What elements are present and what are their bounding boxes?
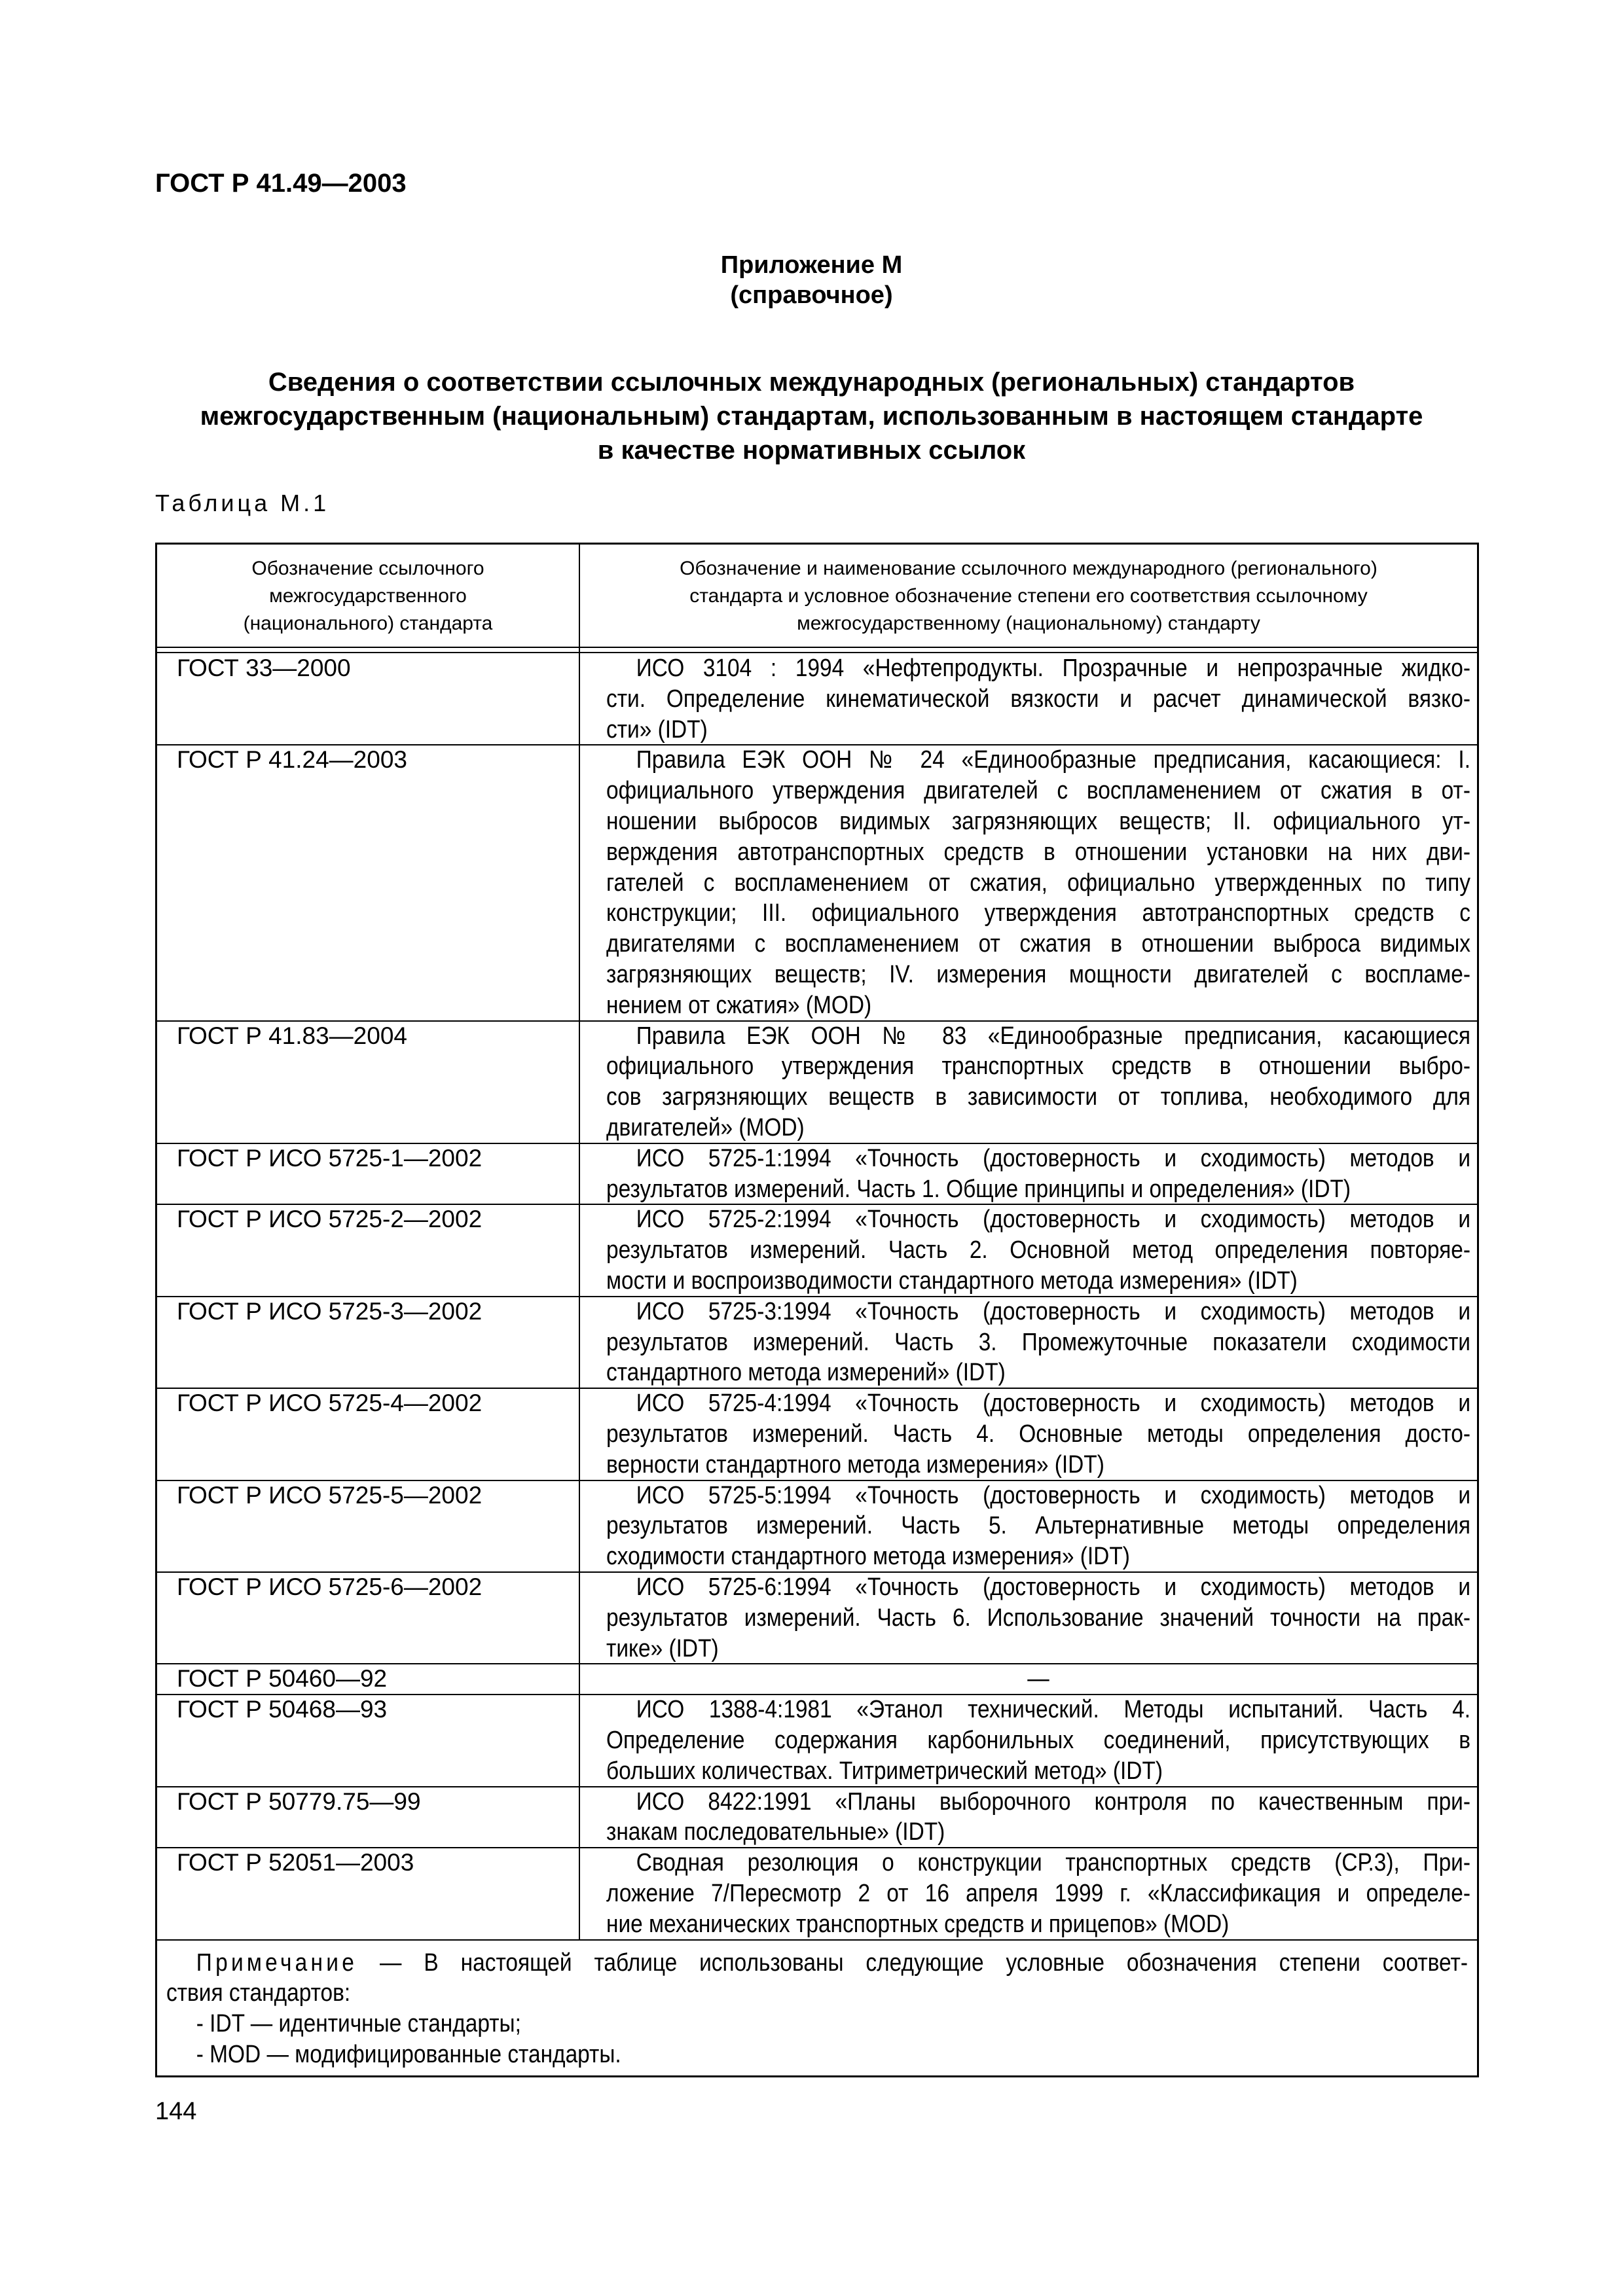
table-row bbox=[157, 1143, 1477, 1205]
cell-line: Определение содержания карбонильных соединений, присутствующих в bbox=[606, 1726, 1470, 1754]
cell-line: ИСО 5725-1:1994 «Точность (достоверность и сходимость) методов и bbox=[636, 1144, 1470, 1172]
table-row bbox=[157, 745, 1477, 1020]
national-standard-cell: ГОСТ Р ИСО 5725-5—2002 bbox=[177, 1481, 483, 1509]
international-standard-cell bbox=[606, 1787, 1470, 1848]
cell-line: ИСО 5725-2:1994 «Точность (достоверность и сходимость) методов и bbox=[636, 1206, 1470, 1234]
national-standard-cell: ГОСТ Р ИСО 5725-6—2002 bbox=[177, 1573, 483, 1600]
cell-line: ИСО 8422:1991 «Планы выборочного контроля по качественным при- bbox=[636, 1787, 1470, 1816]
cell-line: Сводная резолюция о конструкции транспортных средств (СР.3), При- bbox=[636, 1849, 1470, 1877]
note-line: - MOD — модифицированные стандарты. bbox=[196, 2040, 621, 2068]
cell-line: верности стандартного метода измерения» (IDT) bbox=[606, 1450, 1104, 1479]
column-header-national-standard bbox=[157, 545, 579, 648]
standards-table bbox=[155, 543, 1479, 2077]
international-standard-cell bbox=[606, 1572, 1470, 1664]
note-label: Примечание bbox=[196, 1948, 358, 1977]
national-standard-cell: ГОСТ Р 50460—92 bbox=[177, 1665, 388, 1693]
table-row bbox=[157, 1204, 1477, 1296]
cell-line: — bbox=[1027, 1665, 1049, 1693]
international-standard-cell bbox=[606, 1695, 1470, 1786]
cell-line: Правила ЕЭК ООН № 83 «Единообразные предписания, касающиеся bbox=[636, 1022, 1470, 1050]
national-standard-cell: ГОСТ Р ИСО 5725-3—2002 bbox=[177, 1297, 483, 1325]
cell-line: результатов измерений. Часть 3. Промежуточные показатели сходимости bbox=[606, 1328, 1470, 1356]
table-row bbox=[157, 1664, 1477, 1695]
cell-line: результатов измерений. Часть 5. Альтернативные методы определения bbox=[606, 1512, 1470, 1540]
cell-line: сти» (IDT) bbox=[606, 715, 708, 744]
cell-line: ИСО 5725-5:1994 «Точность (достоверность и сходимость) методов и bbox=[636, 1481, 1470, 1509]
international-standard-cell bbox=[606, 1021, 1470, 1143]
header-line: межгосударственному (национальному) стандарту bbox=[797, 613, 1260, 634]
header-line: стандарта и условное обозначение степени его соответствия ссылочному bbox=[689, 585, 1368, 607]
table-row bbox=[157, 1848, 1477, 1939]
table-row bbox=[157, 1787, 1477, 1848]
note-text: — В настоящей таблице использованы следующие условные обозначения степени соответ- bbox=[357, 1948, 1468, 1977]
table-row bbox=[157, 1388, 1477, 1480]
cell-line: сходимости стандартного метода измерения» (IDT) bbox=[606, 1543, 1130, 1571]
international-standard-cell bbox=[606, 1388, 1470, 1480]
document-id: ГОСТ Р 41.49—2003 bbox=[155, 169, 407, 198]
header-line: межгосударственного bbox=[269, 585, 467, 607]
title-line: Сведения о соответствии ссылочных международных (региональных) стандартов bbox=[268, 368, 1355, 397]
cell-line: конструкции; III. официального утверждения автотранспортных средств с bbox=[606, 899, 1470, 927]
national-standard-cell: ГОСТ Р 50779.75—99 bbox=[177, 1787, 421, 1815]
international-standard-cell bbox=[606, 653, 1470, 745]
cell-line: результатов измерений. Часть 1. Общие принципы и определения» (IDT) bbox=[606, 1175, 1351, 1203]
international-standard-cell bbox=[606, 1204, 1470, 1296]
international-standard-cell bbox=[606, 1848, 1470, 1939]
note-line bbox=[166, 1948, 1468, 1979]
national-standard-cell: ГОСТ Р 41.83—2004 bbox=[177, 1022, 407, 1049]
national-standard-cell: ГОСТ Р ИСО 5725-2—2002 bbox=[177, 1206, 483, 1233]
cell-line: сов загрязняющих веществ в зависимости от топлива, необходимого для bbox=[606, 1083, 1470, 1111]
cell-line: ложение 7/Пересмотр 2 от 16 апреля 1999 г. «Классификация и определе- bbox=[606, 1879, 1470, 1907]
cell-line: результатов измерений. Часть 6. Использование значений точности на прак- bbox=[606, 1604, 1470, 1632]
table-row bbox=[157, 1021, 1477, 1143]
header-line: Обозначение и наименование ссылочного международного (регионального) bbox=[680, 558, 1377, 579]
cell-line: официального утверждения двигателей с воспламенением от сжатия в от- bbox=[606, 777, 1470, 805]
note-line: ствия стандартов: bbox=[166, 1979, 351, 2007]
cell-line: тике» (IDT) bbox=[606, 1634, 719, 1662]
cell-line: верждения автотранспортных средств в отношении установки на них дви- bbox=[606, 838, 1470, 866]
national-standard-cell: ГОСТ Р 50468—93 bbox=[177, 1696, 388, 1723]
national-standard-cell: ГОСТ Р ИСО 5725-1—2002 bbox=[177, 1144, 483, 1172]
header-divider bbox=[157, 647, 1477, 648]
cell-line: загрязняющих веществ; IV. измерения мощности двигателей с воспламе- bbox=[606, 960, 1470, 988]
table-row bbox=[157, 1297, 1477, 1388]
table-row bbox=[157, 653, 1477, 745]
national-standard-cell: ГОСТ 33—2000 bbox=[177, 655, 351, 681]
cell-line: результатов измерений. Часть 4. Основные методы определения досто- bbox=[606, 1420, 1470, 1448]
table-label: Таблица М.1 bbox=[155, 490, 330, 516]
cell-line: двигателей» (MOD) bbox=[606, 1113, 805, 1141]
cell-line: ношении выбросов видимых загрязняющих веществ; II. официального ут- bbox=[606, 807, 1470, 835]
cell-line: ние механических транспортных средств и прицепов» (MOD) bbox=[606, 1910, 1230, 1938]
cell-line: ИСО 5725-3:1994 «Точность (достоверность и сходимость) методов и bbox=[636, 1297, 1470, 1325]
national-standard-cell: ГОСТ Р 41.24—2003 bbox=[177, 746, 407, 774]
table-row bbox=[157, 1695, 1477, 1786]
national-standard-cell: ГОСТ Р 52051—2003 bbox=[177, 1849, 414, 1876]
header-line: (национального) стандарта bbox=[243, 613, 493, 634]
cell-line: Правила ЕЭК ООН № 24 «Единообразные предписания, касающиеся: I. bbox=[636, 746, 1470, 774]
column-header-international-standard bbox=[580, 545, 1477, 648]
cell-line: больших количествах. Титриметрический метод» (IDT) bbox=[606, 1757, 1163, 1785]
row-divider bbox=[157, 1939, 1477, 1941]
cell-line: результатов измерений. Часть 2. Основной метод определения повторяе- bbox=[606, 1236, 1470, 1265]
cell-line: нением от сжатия» (MOD) bbox=[606, 991, 872, 1019]
page-number: 144 bbox=[155, 2098, 197, 2125]
cell-line: мости и воспроизводимости стандартного метода измерения» (IDT) bbox=[606, 1266, 1298, 1295]
international-standard-cell bbox=[606, 1664, 1470, 1695]
annex-heading bbox=[0, 250, 1623, 310]
cell-line: двигателями с воспламенением от сжатия в отношении выброса видимых bbox=[606, 930, 1470, 958]
international-standard-cell bbox=[606, 745, 1470, 1020]
cell-line: ИСО 1388-4:1981 «Этанол технический. Методы испытаний. Часть 4. bbox=[636, 1696, 1470, 1724]
note-line: - IDT — идентичные стандарты; bbox=[196, 2010, 521, 2038]
title-line: межгосударственным (национальным) стандартам, использованным в настоящем стандарте bbox=[200, 402, 1423, 431]
title-line: в качестве нормативных ссылок bbox=[597, 436, 1026, 465]
international-standard-cell bbox=[606, 1143, 1470, 1205]
table-row bbox=[157, 1480, 1477, 1572]
international-standard-cell bbox=[606, 1297, 1470, 1388]
cell-line: сти. Определение кинематической вязкости и расчет динамической вязко- bbox=[606, 685, 1470, 713]
international-standard-cell bbox=[606, 1480, 1470, 1572]
section-title bbox=[0, 365, 1623, 467]
cell-line: гателей с воспламенением от сжатия, официально утвержденных по типу bbox=[606, 869, 1470, 897]
national-standard-cell: ГОСТ Р ИСО 5725-4—2002 bbox=[177, 1390, 483, 1417]
cell-line: ИСО 5725-4:1994 «Точность (достоверность и сходимость) методов и bbox=[636, 1390, 1470, 1418]
cell-line: ИСО 3104 : 1994 «Нефтепродукты. Прозрачные и непрозрачные жидко- bbox=[636, 655, 1470, 682]
table-row bbox=[157, 1572, 1477, 1664]
annex-kind: (справочное) bbox=[730, 281, 893, 309]
cell-line: официального утверждения транспортных средств в отношении выбро- bbox=[606, 1052, 1470, 1081]
column-divider bbox=[579, 545, 580, 1940]
header-line: Обозначение ссылочного bbox=[251, 558, 484, 579]
annex-title: Приложение М bbox=[720, 251, 903, 279]
cell-line: ИСО 5725-6:1994 «Точность (достоверность и сходимость) методов и bbox=[636, 1573, 1470, 1601]
cell-line: стандартного метода измерений» (IDT) bbox=[606, 1359, 1006, 1387]
cell-line: знакам последовательные» (IDT) bbox=[606, 1818, 945, 1846]
table-note bbox=[166, 1948, 1468, 2070]
